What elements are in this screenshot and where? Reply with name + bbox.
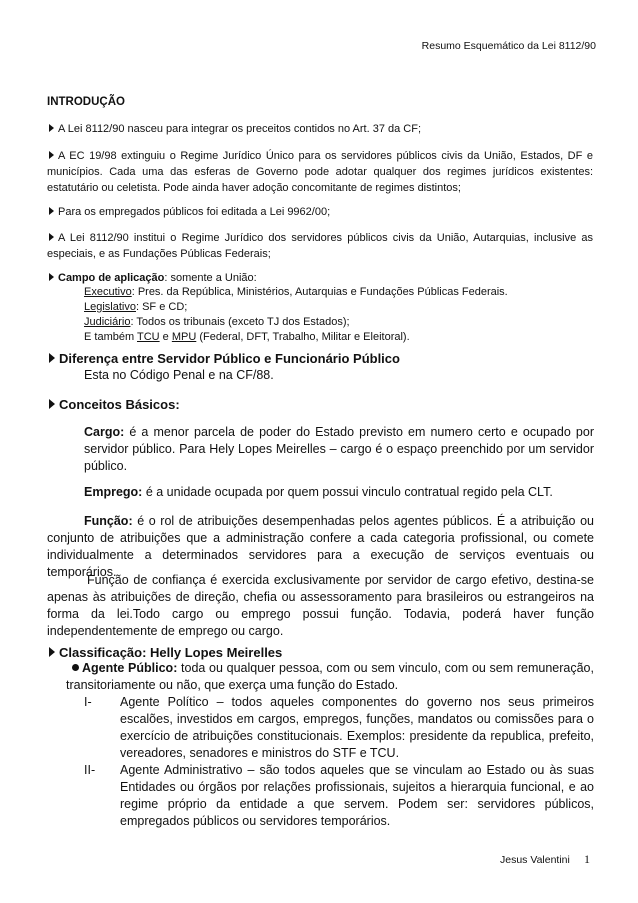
triangle-bullet-icon <box>49 124 54 132</box>
funcao-definition: Função: é o rol de atribuições desempenhadas pelos agentes públicos. É a atribuição ou conjunto de atribuições que a administração confere a cada categoria profissional, ou comete individualmente a determinados servidores para a execução de serviços eventuais ou temporários. <box>47 514 594 579</box>
paragraph-1: A Lei 8112/90 nasceu para integrar os preceitos contidos no Art. 37 da CF; <box>47 121 593 137</box>
page-header: Resumo Esquemático da Lei 8112/90 <box>421 40 596 52</box>
triangle-bullet-icon <box>49 151 54 159</box>
classificacao-title: Classificação: Helly Lopes Meirelles <box>47 645 282 660</box>
paragraph-4: A Lei 8112/90 institui o Regime Jurídico dos servidores públicos civis da União, Autarquias, inclusive as especiais, e as Fundações Públicas Federais; <box>47 232 593 260</box>
bullet-dot-icon <box>72 664 79 671</box>
triangle-bullet-icon <box>49 273 54 281</box>
triangle-bullet-icon <box>49 233 54 241</box>
campo-aplicacao: Campo de aplicação: somente a União: <box>47 270 593 286</box>
item-ii-text: Agente Administrativo – são todos aqueles que se vinculam ao Estado ou às suas Entidades ou órgãos por relações profissionais, sujeitos a hierarquia funcional, e ao regime próprio da entidade a que servem. Podem ser: servidores públicos, empregados públicos ou servidores temporários. <box>120 763 594 828</box>
triangle-bullet-icon <box>49 207 54 215</box>
item-i-number: I- <box>84 695 92 709</box>
page-number: 1 <box>584 852 590 866</box>
intro-title: INTRODUÇÃO <box>47 96 125 108</box>
triangle-bullet-icon <box>49 647 55 657</box>
campo-tambem: E também TCU e MPU (Federal, DFT, Trabalho, Militar e Eleitoral). <box>84 331 410 343</box>
paragraph-2: A EC 19/98 extinguiu o Regime Jurídico Único para os servidores públicos civis da União, Estados, DF e municípios. Cada uma das esferas de Governo pode adotar qualquer dos regimes jurídicos existentes: estatutário ou celetista. Pode ainda haver adoção concomitante de regimes distintos; <box>47 150 593 194</box>
item-i-text: Agente Político – todos aqueles componentes do governo nos seus primeiros escalões, investidos em cargos, empregos, funções, mandatos ou comissões para o exercício de atribuições constitucionais. Exemplos: presidente da republica, prefeito, vereadores, senadores e ministros do STF e TCU. <box>120 695 594 760</box>
funcao-confianca: Função de confiança é exercida exclusivamente por servidor de cargo efetivo, destina-se apenas às atribuições de direção, chefia ou assessoramento para brasileiros ou estrangeiros na forma da lei.Todo cargo ou emprego possui função. Todavia, poderá haver função independentemente de emprego ou cargo. <box>47 573 594 638</box>
agente-publico: Agente Público: toda ou qualquer pessoa, com ou sem vinculo, com ou sem remuneração, transitoriamente ou não, que exerça uma função do Estado. <box>66 661 594 692</box>
footer-author: Jesus Valentini <box>500 854 570 866</box>
item-ii-number: II- <box>84 763 96 777</box>
triangle-bullet-icon <box>49 399 55 409</box>
paragraph-3: Para os empregados públicos foi editada a Lei 9962/00; <box>47 204 593 220</box>
emprego-definition: Emprego: é a unidade ocupada por quem possui vinculo contratual regido pela CLT. <box>84 485 553 499</box>
campo-judiciario: Judiciário: Todos os tribunais (exceto TJ dos Estados); <box>84 316 350 328</box>
campo-executivo: Executivo: Pres. da República, Ministérios, Autarquias e Fundações Públicas Federais. <box>84 286 508 298</box>
diferenca-title: Diferença entre Servidor Público e Funcionário Público <box>47 351 400 366</box>
diferenca-text: Esta no Código Penal e na CF/88. <box>84 368 274 382</box>
triangle-bullet-icon <box>49 353 55 363</box>
cargo-definition: Cargo: é a menor parcela de poder do Estado previsto em numero certo e ocupado por servidor público. Para Hely Lopes Meirelles – cargo é o espaço preenchido por um servidor público. <box>84 425 594 473</box>
campo-legislativo: Legislativo: SF e CD; <box>84 301 188 313</box>
conceitos-title: Conceitos Básicos: <box>47 397 180 412</box>
